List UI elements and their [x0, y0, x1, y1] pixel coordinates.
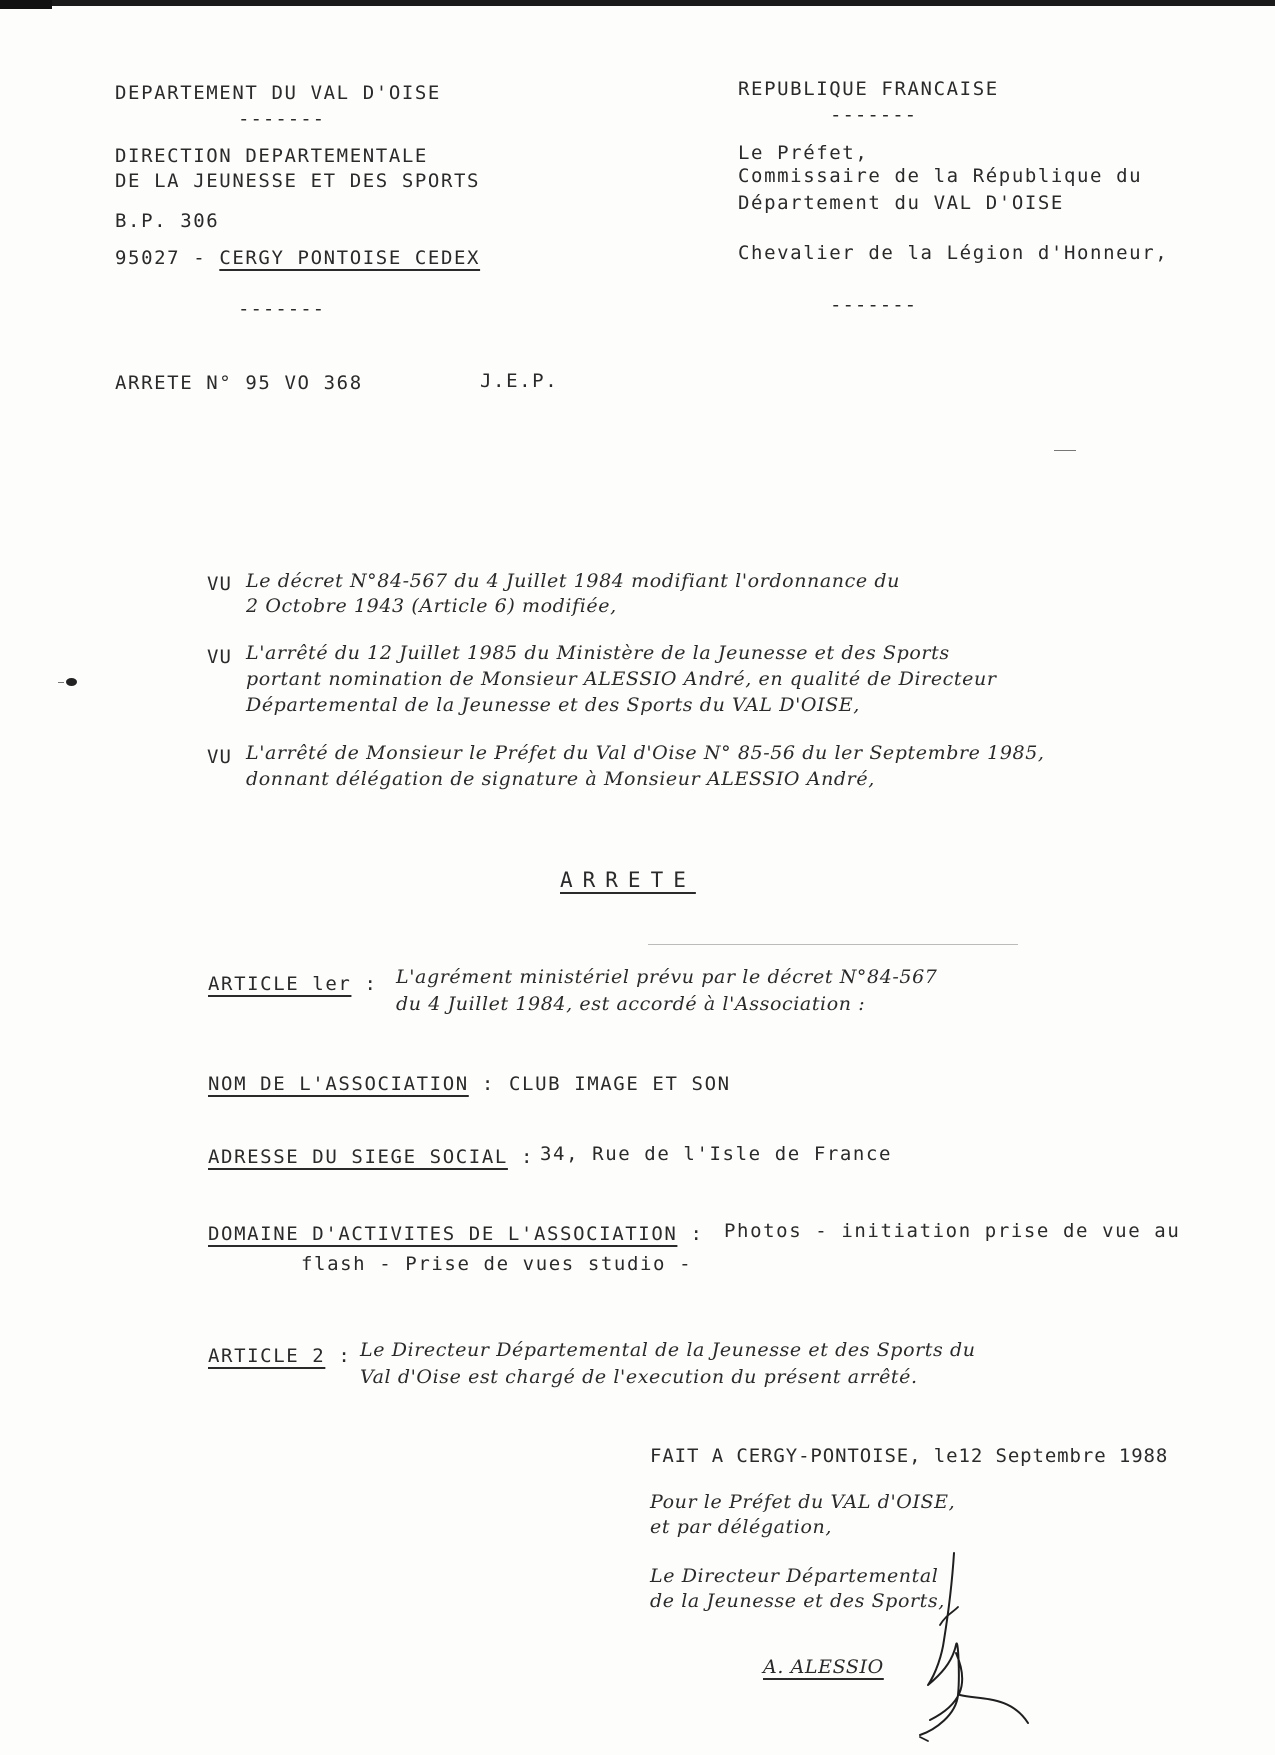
vu-3-line-1: L'arrêté de Monsieur le Préfet du Val d'Oise N° 85-56 du ler Septembre 1985, [246, 742, 1045, 764]
vu-1-line-2: 2 Octobre 1943 (Article 6) modifiée, [246, 595, 617, 617]
domain-heading [208, 1225, 703, 1244]
commissaire-line: Commissaire de la République du [738, 165, 1143, 187]
scan-mark [58, 682, 64, 683]
domain-colon: : [677, 1223, 704, 1245]
arrete-title: ARRETE [560, 868, 696, 892]
vu-3-line-2: donnant délégation de signature à Monsieur ALESSIO André, [246, 768, 875, 790]
article-1-heading [208, 975, 378, 994]
address-value: 34, Rue de l'Isle de France [540, 1143, 893, 1165]
arrete-number: ARRETE N° 95 VO 368 [115, 372, 363, 394]
left-separator-1: ------- [238, 108, 326, 130]
direction-line-2: DE LA JEUNESSE ET DES SPORTS [115, 170, 481, 192]
department-line: DEPARTEMENT DU VAL D'OISE [115, 82, 441, 104]
left-separator-2: ------- [238, 298, 326, 320]
address-label: ADRESSE DU SIEGE SOCIAL [208, 1146, 508, 1168]
departement-line: Département du VAL D'OISE [738, 192, 1064, 214]
address-heading [208, 1148, 534, 1167]
association-name-label: NOM DE L'ASSOCIATION [208, 1073, 469, 1095]
scan-mark [1054, 450, 1076, 451]
scan-top-corner [0, 0, 52, 9]
closing-line-1: Pour le Préfet du VAL d'OISE, [650, 1491, 956, 1513]
reference-code: J.E.P. [480, 370, 559, 392]
association-name-heading [208, 1075, 495, 1094]
right-separator-1: ------- [830, 104, 918, 126]
vu-2-line-2: portant nomination de Monsieur ALESSIO André, en qualité de Directeur [246, 668, 997, 690]
direction-line-1: DIRECTION DEPARTEMENTALE [115, 145, 428, 167]
postbox-line: B.P. 306 [115, 210, 220, 232]
city: CERGY PONTOISE CEDEX [219, 247, 481, 269]
association-name-value: CLUB IMAGE ET SON [509, 1073, 731, 1095]
scan-faint-line [648, 944, 1018, 945]
scan-speck [66, 678, 77, 686]
article-2-label: ARTICLE 2 [208, 1345, 326, 1367]
article-1-label: ARTICLE ler [208, 973, 352, 995]
vu-label-1: VU [207, 573, 232, 595]
fait-line: FAIT A CERGY-PONTOISE, le12 Septembre 1988 [650, 1445, 1169, 1467]
closing-line-3: Le Directeur Départemental [650, 1565, 939, 1587]
chevalier-line: Chevalier de la Légion d'Honneur, [738, 242, 1169, 264]
article-1-colon: : [351, 973, 378, 995]
domain-value-line-2: flash - Prise de vues studio - [301, 1253, 693, 1275]
prefet-line: Le Préfet, [738, 142, 869, 164]
handwritten-signature [900, 1545, 1040, 1745]
signatory-name: A. ALESSIO [763, 1656, 884, 1678]
address-colon: : [507, 1146, 534, 1168]
closing-line-4: de la Jeunesse et des Sports, [650, 1590, 945, 1612]
vu-label-2: VU [207, 646, 232, 668]
article-2-heading [208, 1347, 351, 1366]
right-separator-2: ------- [830, 294, 918, 316]
vu-2-line-1: L'arrêté du 12 Juillet 1985 du Ministère de la Jeunesse et des Sports [246, 642, 950, 664]
article-2-line-1: Le Directeur Départemental de la Jeunesse et des Sports du [360, 1339, 976, 1361]
postcode: 95027 - [115, 247, 220, 269]
domain-label: DOMAINE D'ACTIVITES DE L'ASSOCIATION [208, 1223, 678, 1245]
domain-value-line-1: Photos - initiation prise de vue au [724, 1220, 1181, 1242]
article-2-colon: : [325, 1345, 352, 1367]
vu-2-line-3: Départemental de la Jeunesse et des Sports du VAL D'OISE, [246, 694, 860, 716]
association-name-colon: : [468, 1073, 495, 1095]
republic-line: REPUBLIQUE FRANCAISE [738, 78, 999, 100]
closing-line-2: et par délégation, [650, 1516, 832, 1538]
scan-top-border [0, 0, 1275, 6]
vu-label-3: VU [207, 746, 232, 768]
postcode-line [115, 249, 480, 268]
vu-1-line-1: Le décret N°84-567 du 4 Juillet 1984 modifiant l'ordonnance du [246, 570, 900, 592]
article-2-line-2: Val d'Oise est chargé de l'execution du présent arrêté. [360, 1366, 918, 1388]
article-1-line-2: du 4 Juillet 1984, est accordé à l'Association : [396, 993, 866, 1015]
article-1-line-1: L'agrément ministériel prévu par le décret N°84-567 [396, 966, 938, 988]
